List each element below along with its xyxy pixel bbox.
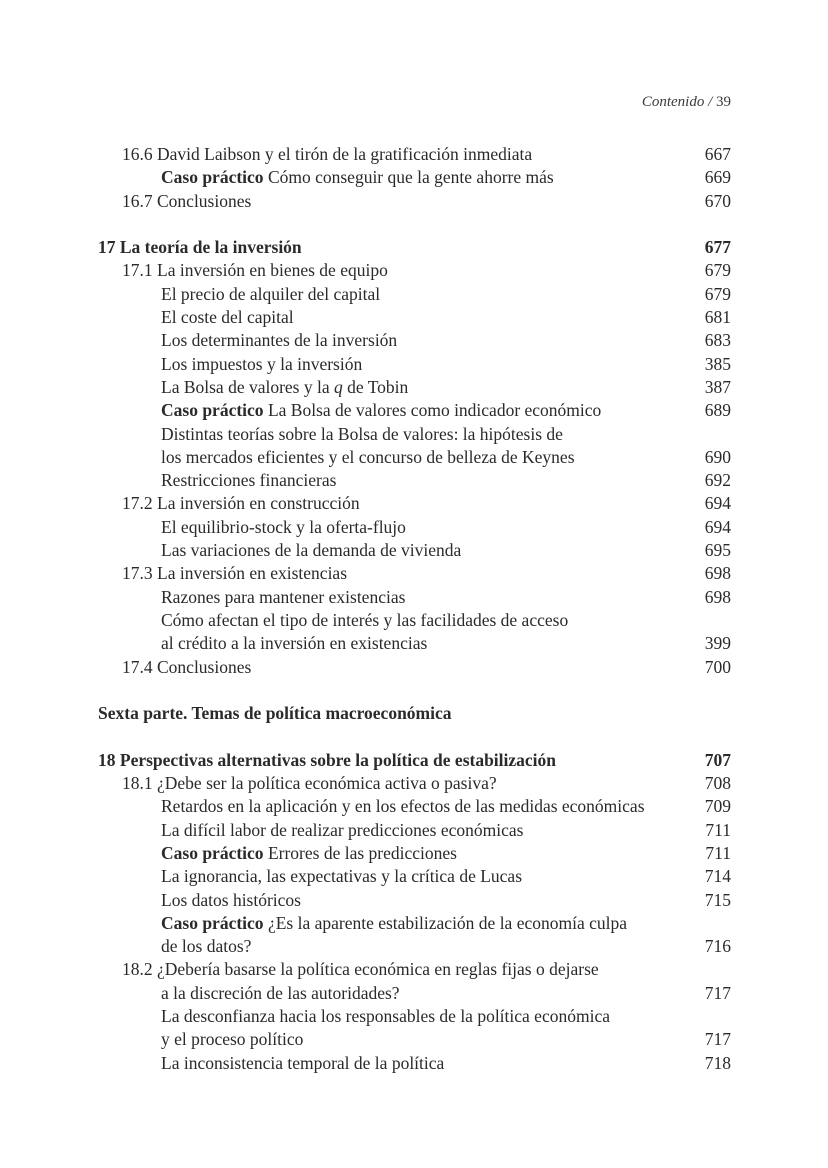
toc-entry-text: Las variaciones de la demanda de vivienda (161, 540, 462, 561)
toc-entry-title (161, 632, 427, 655)
toc-entry[interactable] (0, 259, 828, 282)
toc-entry[interactable] (0, 795, 828, 818)
toc-entry-title (122, 143, 532, 166)
toc-entry-title (161, 865, 522, 888)
toc-page-number: 714 (704, 866, 731, 887)
toc-entry[interactable] (0, 143, 828, 166)
toc-entry-text: Sexta parte. Temas de política macroeconómica (98, 703, 452, 724)
toc-entry-title (161, 329, 397, 352)
toc-entry[interactable] (0, 772, 828, 795)
toc-entry[interactable] (0, 889, 828, 912)
running-head-title: Contenido / (641, 94, 713, 110)
table-of-contents (0, 143, 828, 1075)
toc-entry-text: 18 Perspectivas alternativas sobre la política de estabilización (98, 749, 557, 770)
toc-entry[interactable] (0, 1005, 828, 1028)
toc-entry-text: 16.6 David Laibson y el tirón de la gratificación inmediata (122, 144, 533, 164)
toc-entry-title (161, 842, 457, 865)
toc-entry[interactable] (0, 353, 828, 376)
toc-entry-text: y el proceso político (161, 1029, 304, 1050)
spacer (0, 213, 828, 236)
toc-page-number: 677 (704, 237, 731, 258)
toc-page-number: 698 (704, 586, 731, 607)
toc-entry[interactable] (0, 935, 828, 958)
toc-entry-text: Los determinantes de la inversión (161, 330, 398, 351)
case-study-label: Caso práctico (161, 167, 264, 188)
toc-entry-title (161, 469, 336, 492)
toc-entry-text: Restricciones financieras (161, 470, 337, 491)
toc-entry-text: Cómo conseguir que la gente ahorre más (263, 167, 554, 188)
toc-page-number: 694 (704, 493, 731, 514)
toc-heading[interactable] (0, 749, 828, 772)
toc-entry-title (161, 399, 601, 422)
toc-entry-text: La Bolsa de valores y la q de Tobin (161, 376, 409, 397)
toc-page-number: 679 (704, 260, 731, 281)
toc-entry[interactable] (0, 469, 828, 492)
toc-entry-text: 18.2 ¿Debería basarse la política económica en reglas fijas o dejarse (122, 959, 599, 980)
toc-page-number: 679 (704, 283, 731, 304)
toc-heading[interactable] (0, 236, 828, 259)
toc-entry-title (161, 166, 554, 189)
toc-entry-text: La Bolsa de valores como indicador económico (263, 400, 602, 421)
toc-entry-title (122, 958, 599, 981)
toc-entry[interactable] (0, 166, 828, 189)
toc-entry-text: 17.4 Conclusiones (122, 656, 252, 677)
toc-page-number: 717 (704, 1029, 731, 1050)
page-number: 39 (716, 94, 731, 110)
toc-entry-title (161, 586, 405, 609)
toc-entry-title (161, 912, 627, 935)
toc-entry-text: 17 La teoría de la inversión (98, 237, 302, 258)
toc-entry[interactable] (0, 329, 828, 352)
toc-entry[interactable] (0, 516, 828, 539)
toc-entry-title (161, 982, 400, 1005)
toc-entry[interactable] (0, 819, 828, 842)
toc-entry-title (161, 795, 645, 818)
toc-entry-title (161, 935, 251, 958)
toc-entry-title (161, 889, 301, 912)
toc-entry-text: 17.2 La inversión en construcción (122, 493, 360, 514)
toc-entry-title (122, 259, 388, 282)
toc-entry-text: Los impuestos y la inversión (161, 353, 363, 374)
toc-page-number: 689 (704, 400, 731, 421)
toc-entry[interactable] (0, 423, 828, 446)
toc-entry-title (122, 562, 347, 585)
toc-entry-title (122, 190, 251, 213)
running-head (642, 94, 731, 111)
toc-page-number: 717 (704, 982, 731, 1003)
toc-entry-text: ¿Es la aparente estabilización de la economía culpa (263, 912, 627, 933)
toc-page-number: 399 (704, 633, 731, 654)
toc-entry[interactable] (0, 539, 828, 562)
toc-entry[interactable] (0, 492, 828, 515)
toc-entry-title (98, 236, 302, 259)
toc-entry[interactable] (0, 632, 828, 655)
toc-page-number: 709 (704, 796, 731, 817)
toc-entry-title (122, 772, 497, 795)
toc-entry-title (161, 819, 523, 842)
toc-entry-text: 16.7 Conclusiones (122, 190, 252, 211)
spacer (0, 725, 828, 748)
toc-entry-text: La inconsistencia temporal de la política (161, 1052, 445, 1073)
toc-entry-text: 17.1 La inversión en bienes de equipo (122, 260, 388, 281)
toc-entry[interactable] (0, 656, 828, 679)
toc-entry-text: 18.1 ¿Debe ser la política económica activa o pasiva? (122, 773, 497, 794)
toc-entry-text: 17.3 La inversión en existencias (122, 563, 348, 584)
toc-entry[interactable] (0, 562, 828, 585)
toc-page-number: 385 (704, 353, 731, 374)
toc-entry-text: Cómo afectan el tipo de interés y las facilidades de acceso (161, 609, 569, 630)
toc-entry-text: Errores de las predicciones (263, 842, 457, 863)
toc-entry[interactable] (0, 609, 828, 632)
case-study-label: Caso práctico (161, 400, 264, 421)
toc-entry-title (161, 283, 380, 306)
toc-entry-title (161, 539, 461, 562)
toc-entry-title (161, 376, 408, 399)
toc-page-number: 698 (704, 563, 731, 584)
toc-page-number: 681 (704, 307, 731, 328)
toc-entry-text: Retardos en la aplicación y en los efectos de las medidas económicas (161, 796, 645, 817)
toc-entry[interactable] (0, 399, 828, 422)
toc-entry[interactable] (0, 842, 828, 865)
case-study-label: Caso práctico (161, 842, 264, 863)
toc-entry[interactable] (0, 190, 828, 213)
toc-page-number: 716 (704, 936, 731, 957)
toc-page-number: 708 (704, 773, 731, 794)
toc-entry-title (161, 353, 362, 376)
toc-entry[interactable] (0, 1028, 828, 1051)
toc-entry-text: los mercados eficientes y el concurso de belleza de Keynes (161, 446, 575, 467)
toc-page-number: 690 (704, 446, 731, 467)
toc-entry-title (122, 656, 251, 679)
toc-entry[interactable] (0, 865, 828, 888)
toc-entry-text: El equilibrio-stock y la oferta-flujo (161, 516, 406, 537)
toc-entry-text: al crédito a la inversión en existencias (161, 633, 428, 654)
toc-entry[interactable] (0, 306, 828, 329)
toc-entry[interactable] (0, 283, 828, 306)
toc-page-number: 711 (705, 842, 731, 863)
toc-page-number: 707 (704, 749, 731, 770)
toc-entry[interactable] (0, 1052, 828, 1075)
toc-entry-text: Razones para mantener existencias (161, 586, 406, 607)
toc-entry[interactable] (0, 982, 828, 1005)
toc-page-number: 692 (704, 470, 731, 491)
toc-entry-title (161, 1028, 303, 1051)
spacer (0, 679, 828, 702)
toc-heading[interactable] (0, 702, 828, 725)
case-study-label: Caso práctico (161, 912, 264, 933)
toc-page-number: 700 (704, 656, 731, 677)
toc-entry-text: Distintas teorías sobre la Bolsa de valores: la hipótesis de (161, 423, 563, 444)
toc-entry[interactable] (0, 446, 828, 469)
toc-entry-title (161, 609, 568, 632)
toc-entry-text: El precio de alquiler del capital (161, 283, 381, 304)
toc-entry-text: de los datos? (161, 936, 252, 957)
toc-entry-text: La difícil labor de realizar predicciones económicas (161, 819, 524, 840)
toc-page-number: 669 (704, 167, 731, 188)
toc-entry[interactable] (0, 586, 828, 609)
toc-entry-text: a la discreción de las autoridades? (161, 982, 400, 1003)
toc-page-number: 670 (704, 190, 731, 211)
toc-entry[interactable] (0, 912, 828, 935)
toc-entry-title (161, 423, 563, 446)
toc-page-number: 715 (704, 889, 731, 910)
toc-entry-title (161, 516, 406, 539)
toc-entry-title (161, 1052, 444, 1075)
toc-page-number: 718 (704, 1052, 731, 1073)
toc-page-number: 711 (705, 819, 731, 840)
toc-entry-text: La ignorancia, las expectativas y la crítica de Lucas (161, 866, 523, 887)
toc-page-number: 694 (704, 516, 731, 537)
toc-entry-text: La desconfianza hacia los responsables de la política económica (161, 1005, 610, 1026)
toc-entry-title (98, 749, 556, 772)
toc-entry-title (161, 446, 575, 469)
toc-entry-title (161, 306, 294, 329)
toc-entry-text: Los datos históricos (161, 889, 301, 910)
toc-entry-title (98, 702, 452, 725)
toc-entry-title (122, 492, 360, 515)
toc-entry[interactable] (0, 958, 828, 981)
toc-entry-text: El coste del capital (161, 307, 294, 328)
toc-page-number: 695 (704, 540, 731, 561)
toc-page-number: 683 (704, 330, 731, 351)
toc-entry-title (161, 1005, 610, 1028)
toc-page-number: 387 (704, 376, 731, 397)
toc-page-number: 667 (704, 144, 731, 164)
toc-entry[interactable] (0, 376, 828, 399)
